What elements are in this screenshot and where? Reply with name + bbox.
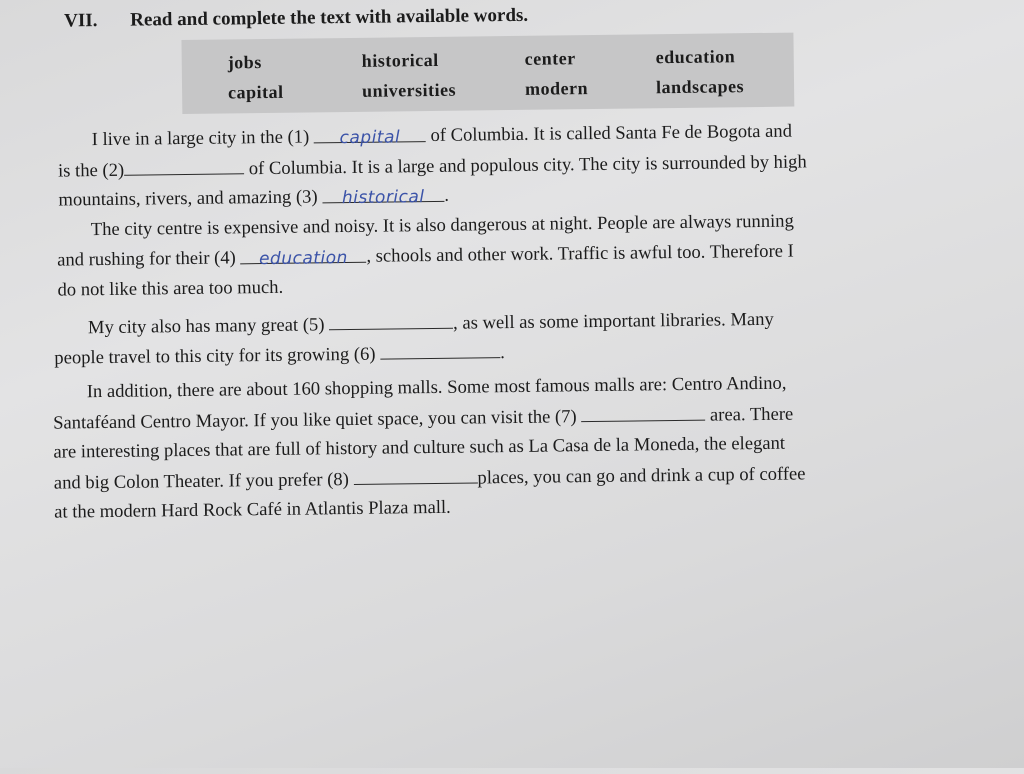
text-run: are interesting places that are full of history and culture such as La Casa de la Moneda, the elegant	[53, 432, 786, 463]
text-run: area. There	[709, 403, 794, 426]
word-bank	[181, 33, 794, 114]
word-bank-item: capital	[227, 81, 284, 103]
word-bank-item: universities	[361, 79, 457, 101]
text-run: and big Colon Theater. If you prefer (8)	[53, 469, 349, 494]
text-run: of Columbia. It is a large and populous city. The city is surrounded by high	[248, 151, 807, 180]
text-run: people travel to this city for its growing (6)	[54, 343, 376, 369]
paragraph-1	[58, 115, 939, 216]
word-bank-item: historical	[361, 49, 439, 71]
blank-1[interactable]	[314, 121, 426, 149]
paragraph-3	[54, 302, 935, 373]
text-run: at the modern Hard Rock Café in Atlantis Plaza mall.	[54, 496, 451, 523]
text-run: and rushing for their (4)	[57, 247, 236, 271]
word-bank-item: landscapes	[655, 76, 745, 98]
handwritten-answer-3: historical	[341, 187, 425, 209]
text-run: Santaféand Centro Mayor. If you like quiet space, you can visit the (7)	[53, 406, 577, 434]
blank-4[interactable]	[240, 242, 366, 270]
text-run: .	[444, 184, 450, 206]
text-run: I live in a large city in the (1)	[91, 126, 310, 151]
blank-7[interactable]	[581, 400, 705, 423]
blank-6[interactable]	[380, 337, 500, 359]
word-bank-item: education	[655, 46, 736, 68]
blank-3[interactable]	[322, 181, 444, 209]
text-run: do not like this area too much.	[57, 276, 284, 301]
text-run: of Columbia. It is called Santa Fe de Bogota and	[430, 120, 793, 147]
text-run: , schools and other work. Traffic is awful too. Therefore I	[366, 240, 794, 267]
text-run: In addition, there are about 160 shopping malls. Some most famous malls are: Centro Andino,	[86, 372, 787, 403]
word-bank-item: modern	[524, 78, 589, 99]
text-run: My city also has many great (5)	[87, 314, 325, 339]
paragraph-4	[53, 367, 935, 528]
blank-2[interactable]	[124, 153, 244, 175]
word-bank-item: center	[524, 48, 576, 69]
handwritten-answer-1: capital	[339, 127, 401, 149]
text-run: The city centre is expensive and noisy. It is also dangerous at night. People are always running	[90, 210, 794, 241]
paragraph-2	[57, 205, 938, 306]
blank-8[interactable]	[353, 462, 477, 485]
text-run: , as well as some important libraries. Many	[452, 308, 774, 334]
exercise-number: VII.	[64, 10, 98, 32]
text-run: is the (2)	[57, 159, 125, 182]
text-run: mountains, rivers, and amazing (3)	[58, 186, 318, 211]
blank-5[interactable]	[329, 308, 453, 331]
text-run: places, you can go and drink a cup of coffee	[477, 463, 806, 489]
exercise-instruction: Read and complete the text with available words.	[130, 4, 529, 31]
text-run: .	[500, 342, 505, 364]
handwritten-answer-4: education	[258, 248, 348, 270]
exercise-heading	[64, 5, 528, 33]
word-bank-item: jobs	[227, 52, 262, 73]
